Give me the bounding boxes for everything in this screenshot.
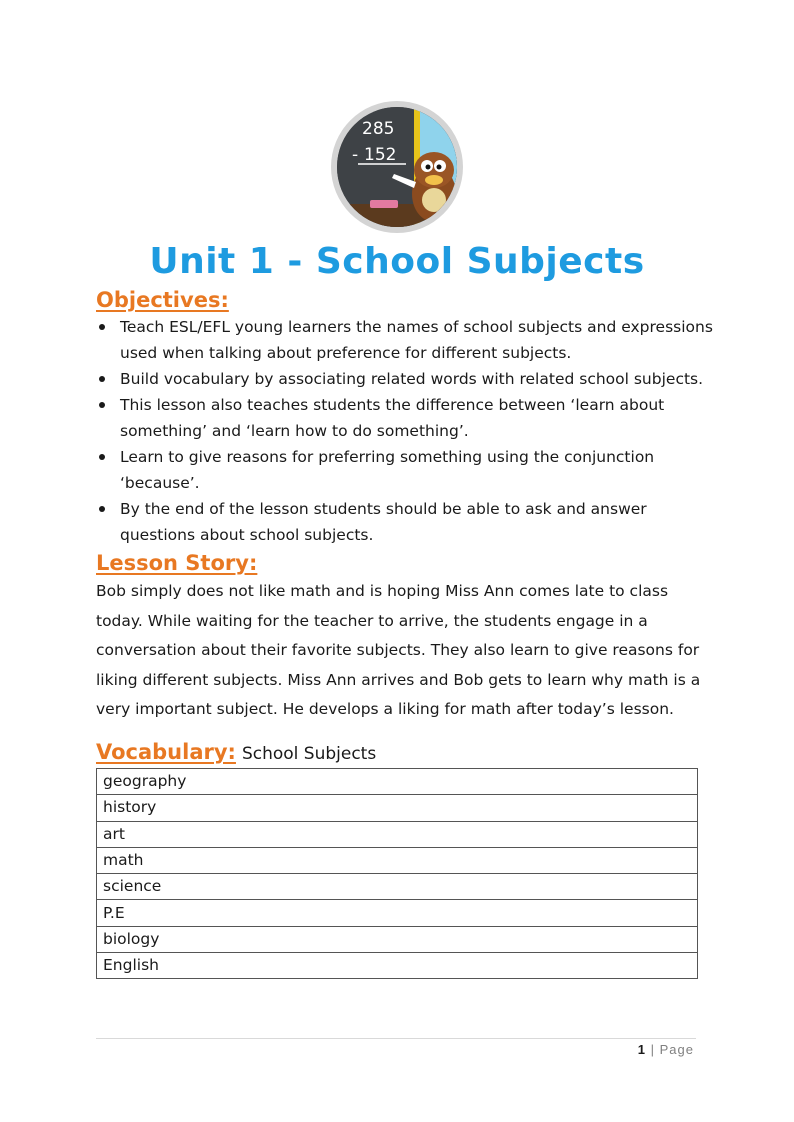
footer-separator: | (650, 1042, 655, 1057)
table-row (97, 900, 698, 926)
vocabulary-word: English (97, 953, 698, 979)
objectives-list (96, 314, 716, 548)
objective-item: Learn to give reasons for preferring something using the conjunction ‘because’. (96, 444, 716, 496)
objective-item: Teach ESL/EFL young learners the names of school subjects and expressions used when talking about preference for different subjects. (96, 314, 716, 366)
lesson-story-heading: Lesson Story: (96, 551, 258, 575)
logo-number-bottom: 152 (364, 145, 397, 165)
objective-item: By the end of the lesson students should be able to ask and answer questions about school subjects. (96, 496, 716, 548)
logo-minus-sign: - (352, 145, 359, 165)
lesson-story-text: Bob simply does not like math and is hoping Miss Ann comes late to class today. While waiting for the teacher to arrive, the students engage in a conversation about their favorite subjects. They also learn to give reasons for liking different subjects. Miss Ann arrives and Bob gets to learn why math is a very important subject. He develops a liking for math after today’s lesson. (96, 582, 701, 718)
objective-item: Build vocabulary by associating related words with related school subjects. (96, 366, 716, 392)
objectives-heading: Objectives: (96, 288, 229, 312)
objective-item: This lesson also teaches students the difference between ‘learn about something’ and ‘learn how to do something’. (96, 392, 716, 444)
vocabulary-word: art (97, 821, 698, 847)
page-label: Page (659, 1042, 694, 1057)
table-row (97, 821, 698, 847)
vocabulary-word: biology (97, 926, 698, 952)
objectives-section (96, 286, 716, 548)
footer-divider (96, 1038, 696, 1039)
vocabulary-word: history (97, 795, 698, 821)
lesson-logo (330, 100, 464, 234)
table-row (97, 769, 698, 795)
vocabulary-word: P.E (97, 900, 698, 926)
vocabulary-word: science (97, 874, 698, 900)
vocabulary-header (96, 738, 698, 768)
table-row (97, 795, 698, 821)
teacher-chalkboard-icon (330, 100, 464, 234)
vocabulary-heading: Vocabulary: (96, 740, 236, 764)
vocabulary-word: geography (97, 769, 698, 795)
table-row (97, 953, 698, 979)
vocabulary-subheading: School Subjects (241, 744, 377, 764)
logo-number-top: 285 (362, 119, 395, 139)
page-footer (638, 1042, 694, 1057)
page-title: Unit 1 - School Subjects (149, 241, 645, 282)
table-row (97, 847, 698, 873)
table-row (97, 926, 698, 952)
vocabulary-table (96, 768, 698, 979)
vocabulary-section (96, 738, 698, 979)
table-row (97, 874, 698, 900)
lesson-story-section (96, 549, 706, 725)
vocabulary-word: math (97, 847, 698, 873)
page-number: 1 (637, 1042, 646, 1057)
